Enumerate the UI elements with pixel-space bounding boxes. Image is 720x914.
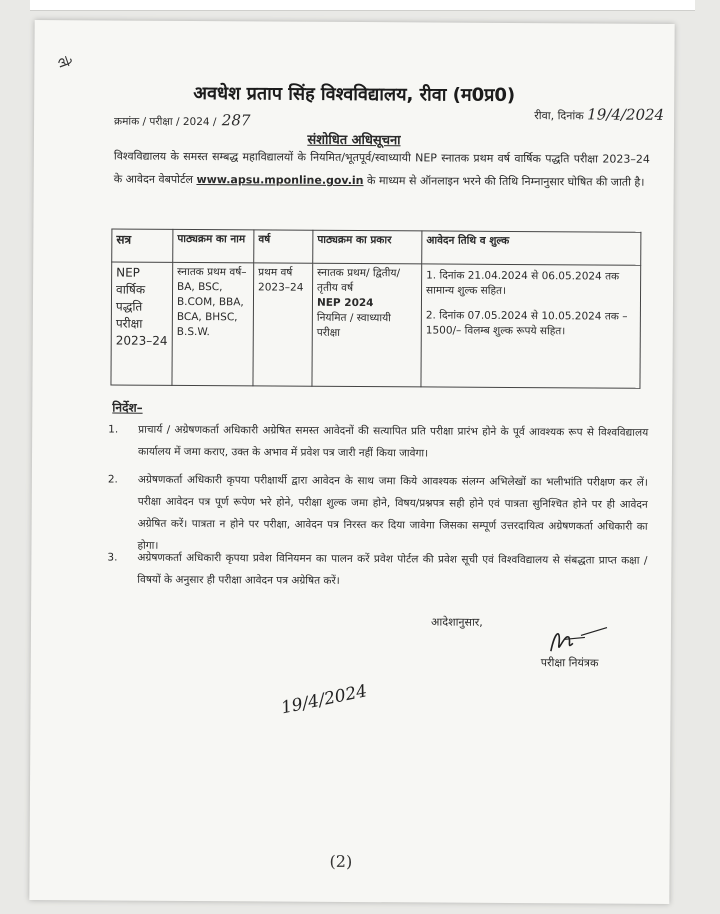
cell-session: NEP वार्षिक पद्धति परीक्षा 2023–24 [111, 262, 173, 385]
type-line-2: नियमित / स्वाध्यायी परीक्षा [316, 311, 391, 339]
header-session: सत्र [112, 229, 173, 262]
instruction-item [107, 547, 648, 594]
cell-date-fee [421, 264, 641, 388]
type-line-1: स्नातक प्रथम/ द्वितीय/तृतीय वर्ष [317, 266, 401, 295]
type-nep: NEP 2024 [316, 296, 374, 310]
reference-prefix: क्रमांक / परीक्षा / 2024 / [114, 115, 217, 129]
schedule-table [110, 229, 641, 389]
date-schedule-2: 2. दिनांक 07.05.2024 से 10.05.2024 तक –1500/– विलम्ब शुल्क रूपये सहित। [425, 309, 628, 338]
cell-year: प्रथम वर्ष 2023–24 [253, 263, 313, 386]
notice-title: संशोधित अधिसूचना [307, 132, 401, 149]
signature-mark [545, 623, 615, 657]
intro-text-before-url: विश्वविद्यालय के समस्त सम्बद्ध महाविद्यालयों के नियमित/भूतपूर्व/स्वाध्यायी NEP स्नातक प्रथम वर्ष वार्षिक पद्धति परीक्षा 2023–24 के आवेदन वेबपोर्टल [113, 149, 650, 187]
notice-document [29, 20, 674, 904]
header-year: वर्ष [254, 230, 313, 263]
exam-controller-label: परीक्षा नियंत्रक [540, 656, 599, 670]
corner-handwritten-mark: ले [53, 54, 74, 71]
instruction-item [108, 419, 649, 466]
intro-paragraph [114, 145, 650, 194]
header-date-fee: आवेदन तिथि व शुल्क [422, 231, 641, 265]
cell-course-type [312, 263, 422, 387]
instruction-number: 3. [107, 551, 118, 564]
reference-number [114, 111, 250, 130]
table-header-row [112, 229, 641, 265]
header-course: पाठ्यक्रम का नाम [173, 229, 254, 262]
date-handwritten: 19/4/2024 [587, 105, 665, 124]
handwritten-date: 19/4/2024 [279, 681, 369, 719]
instruction-text: अग्रेषणकर्ता अधिकारी कृपया परीक्षार्थी द्वारा आवेदन के साथ जमा किये आवश्यक संलग्न अभिलेखों का भलीभांति परीक्षण कर लें। परीक्षा आवेदन पत्र पूर्ण रूपेण भरे होने, परीक्षा शुल्क जमा होने, विषय/प्रश्नपत्र सही होने एवं पात्रता सुनिश्चित होने पर ही आवेदन अग्रेषित करें। पात्रता न होने पर परीक्षा, आवेदन पत्र निरस्त कर दिया जावेगा जिसका सम्पूर्ण उत्तरदायित्व अग्रेषणकर्ता अधिकारी का होगा। [137, 473, 648, 552]
date-prefix: रीवा, दिनांक [534, 109, 584, 123]
header-course-type: पाठ्यक्रम का प्रकार [313, 230, 422, 264]
previous-page-edge [30, 0, 695, 11]
portal-link[interactable]: www.apsu.mponline.gov.in [196, 173, 364, 188]
intro-text-after-url: के माध्यम से ऑनलाइन भरने की तिथि निम्नानुसार घोषित की जाती है। [366, 174, 645, 189]
instruction-text: अग्रेषणकर्ता अधिकारी कृपया प्रवेश विनियमन का पालन करें प्रवेश पोर्टल की प्रवेश सूची एवं विश्वविद्यालय से संबद्धता प्राप्त कक्षा / विषयों के अनुसार ही परीक्षा आवेदन पत्र अग्रेषित करें। [137, 551, 648, 587]
page-number: (2) [329, 851, 353, 872]
instruction-number: 1. [108, 423, 119, 436]
instruction-number: 2. [107, 473, 118, 486]
date-schedule-1: 1. दिनांक 21.04.2024 से 06.05.2024 तक सामान्य शुल्क सहित। [426, 269, 620, 297]
reference-handwritten: 287 [221, 111, 251, 130]
cell-course: स्नातक प्रथम वर्ष– BA, BSC, B.COM, BBA, BCA, BHSC, B.S.W. [172, 262, 254, 385]
university-title: अवधेश प्रताप सिंह विश्वविद्यालय, रीवा (म0प्र0) [193, 83, 516, 106]
instructions-heading: निर्देश– [112, 400, 143, 415]
issue-date [534, 105, 664, 124]
instruction-text: प्राचार्य / अग्रेषणकर्ता अधिकारी अग्रेषित समस्त आवेदनों की सत्यापित प्रति परीक्षा प्रारंभ होने के पूर्व आवश्यक रूप से विश्वविद्यालय कार्यालय में जमा कराए, उक्त के अभाव में प्रवेश पत्र जारी नहीं किया जावेगा। [138, 423, 649, 460]
order-text: आदेशानुसार, [430, 615, 483, 629]
table-row [111, 262, 641, 388]
